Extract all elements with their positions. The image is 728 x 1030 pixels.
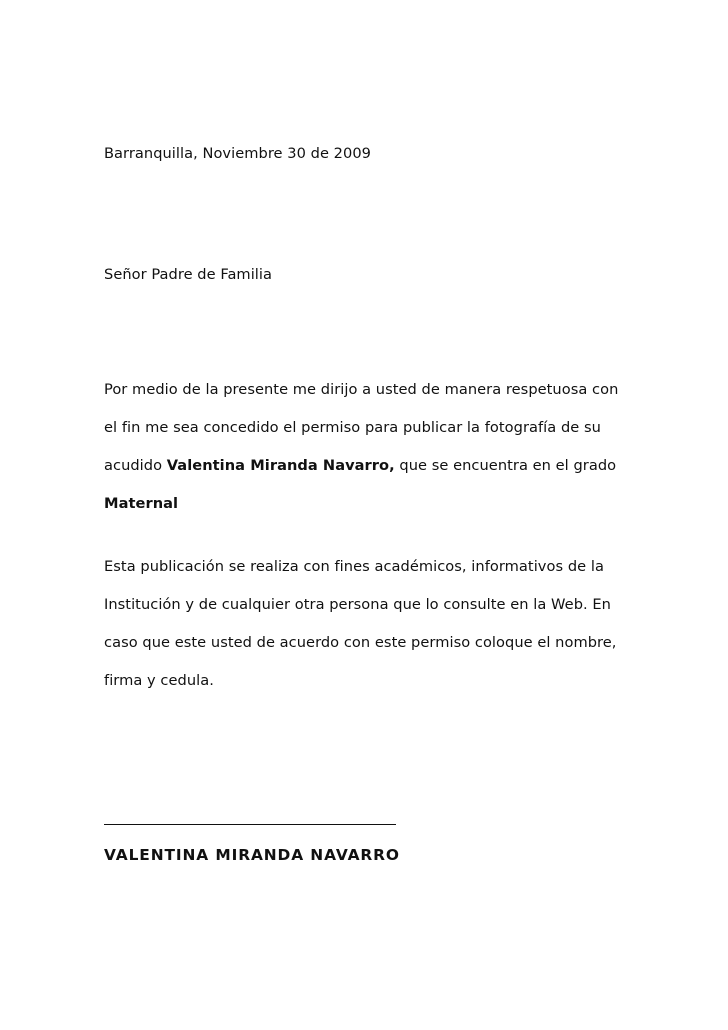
paragraph1-line3-suffix: que se encuentra en el grado <box>394 457 617 474</box>
paragraph1-line3 <box>104 457 616 474</box>
paragraph2-line2: Institución y de cualquier otra persona que lo consulte en la Web. En <box>104 596 611 613</box>
letter-date: Barranquilla, Noviembre 30 de 2009 <box>104 145 372 162</box>
paragraph2-line1: Esta publicación se realiza con fines académicos, informativos de la <box>104 558 604 575</box>
salutation: Señor Padre de Familia <box>104 266 273 283</box>
signature-line <box>104 824 396 825</box>
paragraph2-line4: firma y cedula. <box>104 672 214 689</box>
student-name: Valentina Miranda Navarro, <box>166 457 395 474</box>
paragraph1-line2: el fin me sea concedido el permiso para publicar la fotografía de su <box>104 419 601 436</box>
signature-name: VALENTINA MIRANDA NAVARRO <box>104 846 400 864</box>
paragraph1-line3-prefix: acudido <box>104 457 167 474</box>
paragraph1-line1: Por medio de la presente me dirijo a usted de manera respetuosa con <box>104 381 619 398</box>
grade-name: Maternal <box>104 495 179 512</box>
paragraph2-line3: caso que este usted de acuerdo con este permiso coloque el nombre, <box>104 634 617 651</box>
